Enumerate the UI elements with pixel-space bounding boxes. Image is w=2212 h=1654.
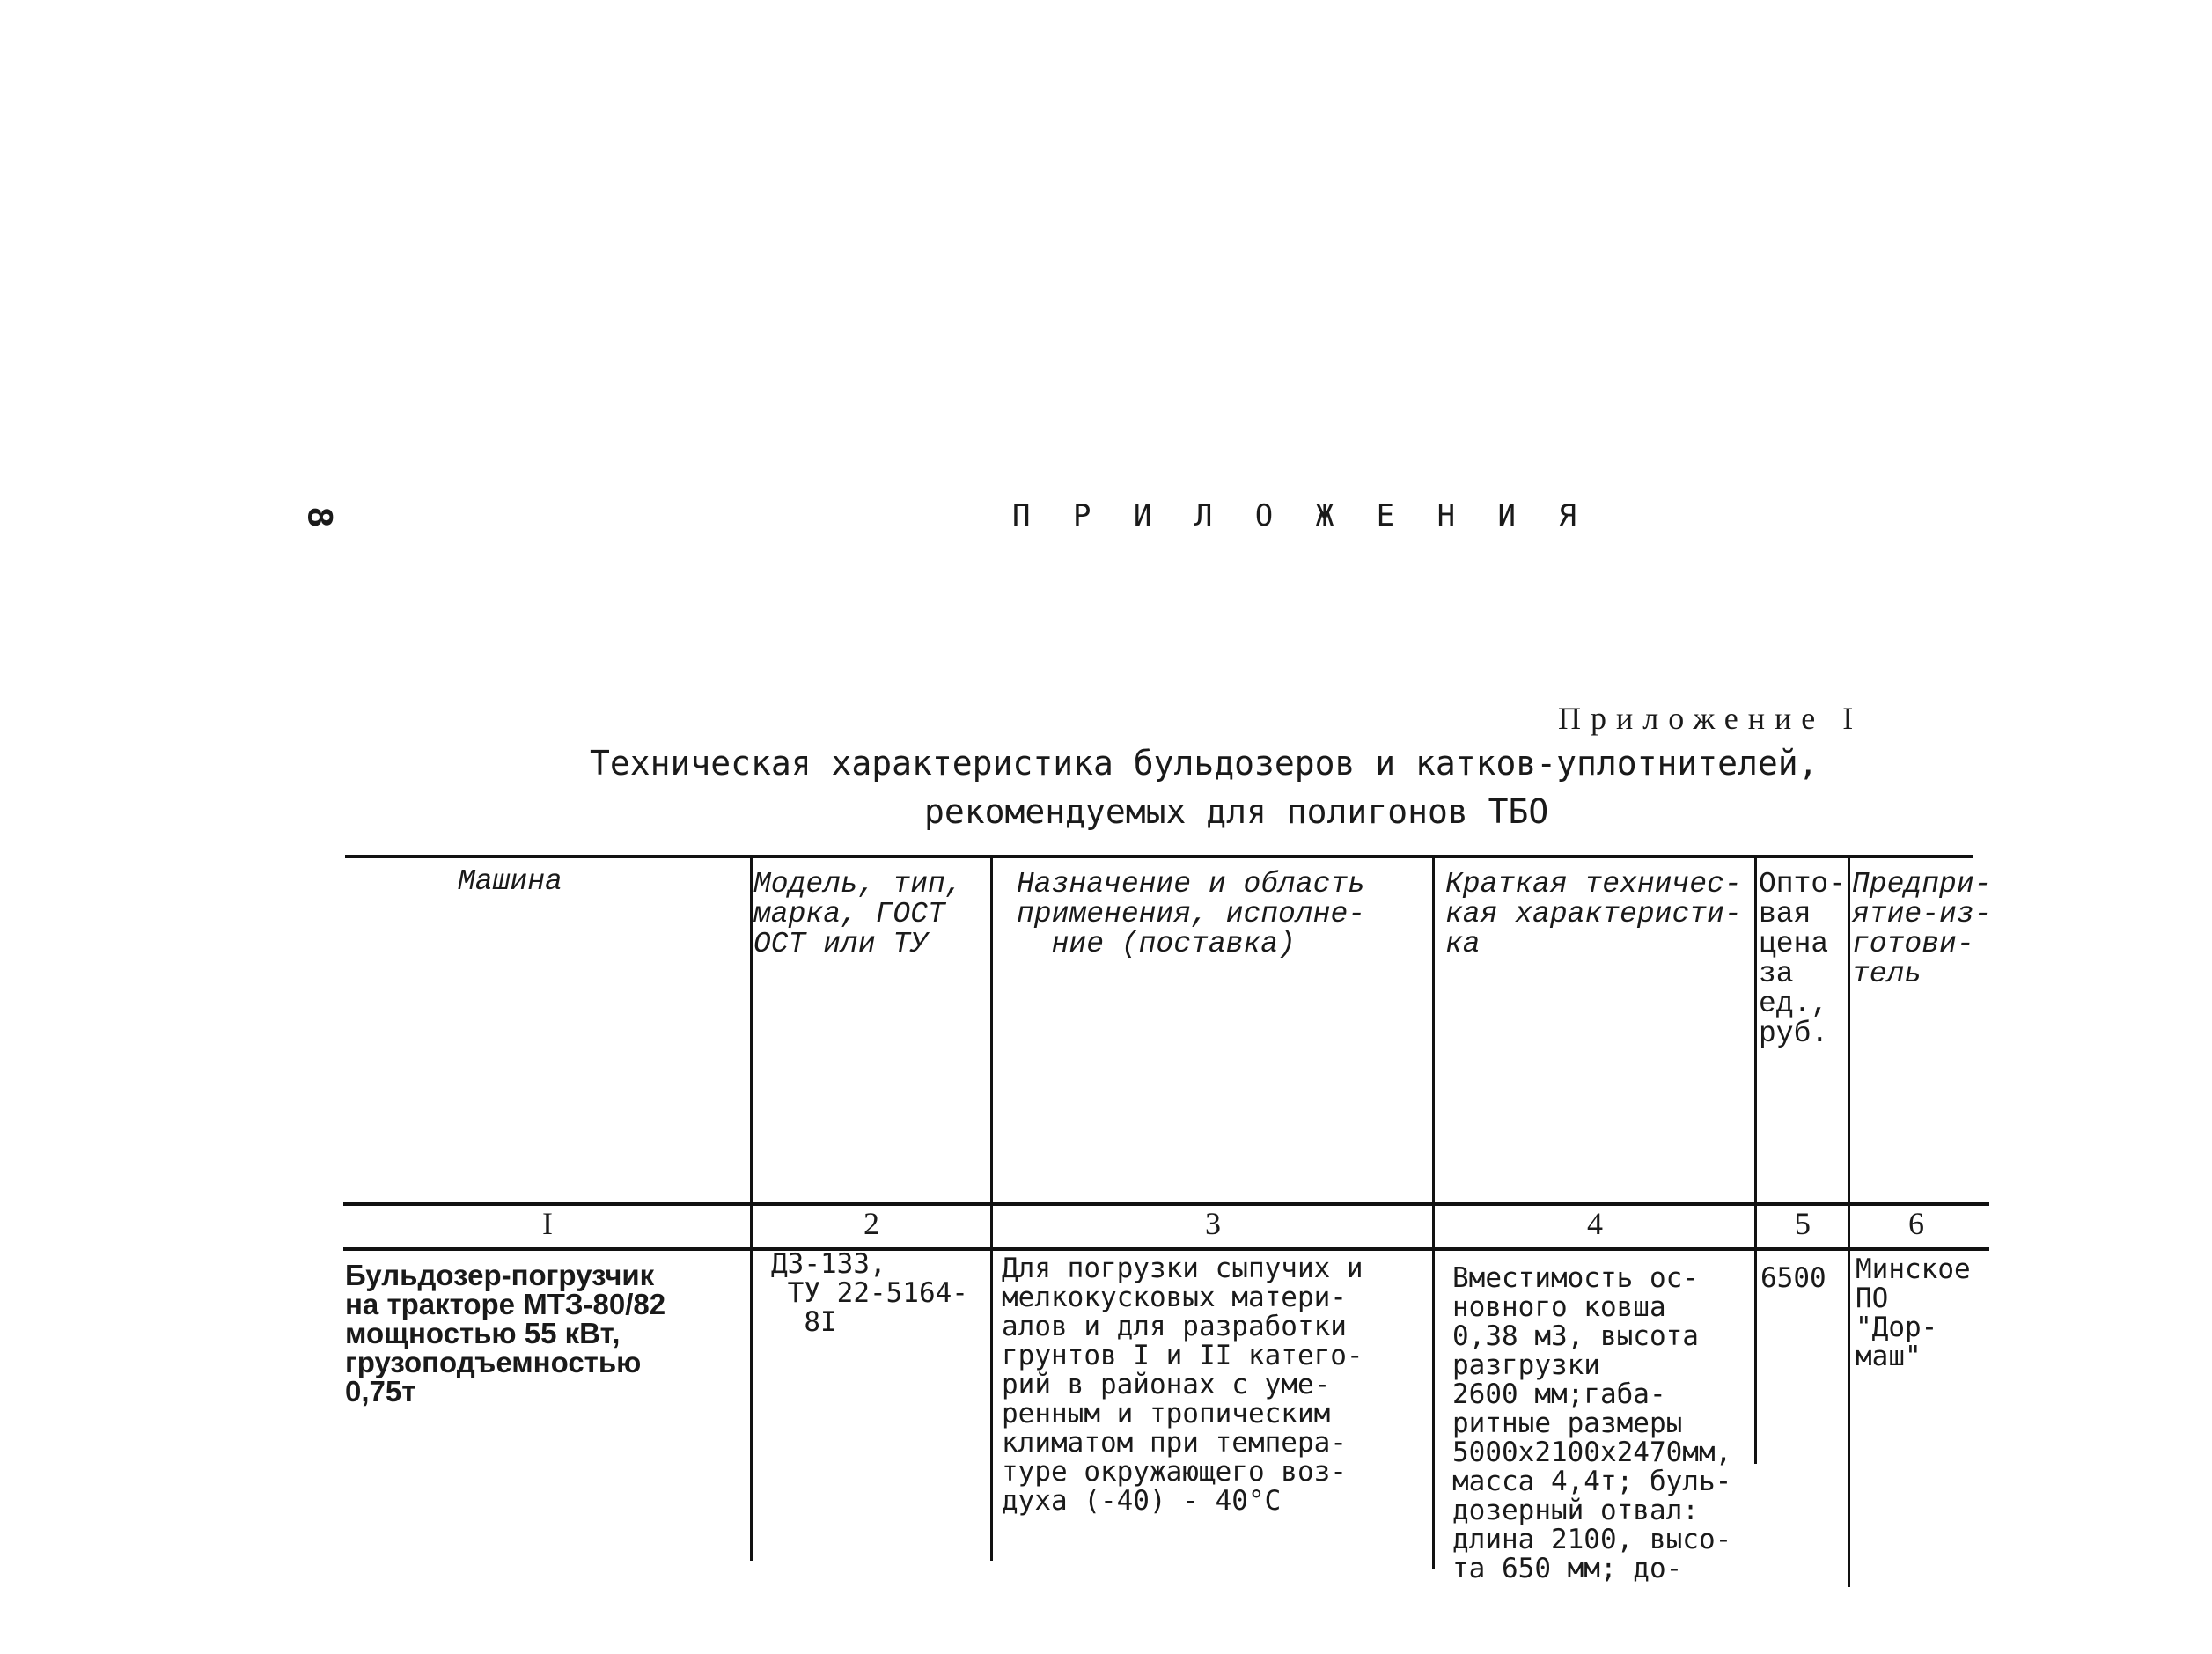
column-number-6: 6 (1908, 1206, 1924, 1241)
header-purpose: Назначение и область применения, исполне- ние (поставка) (1017, 868, 1366, 960)
cell-manufacturer: Минское ПО "Дор- маш" (1856, 1253, 1971, 1372)
cell-price: 6500 (1760, 1262, 1826, 1294)
section-title: П Р И Л О Ж Е Н И Я (1012, 498, 1589, 533)
document-subtitle: рекомендуемых для полигонов ТБО (924, 792, 1549, 831)
cell-purpose: Для погрузки сыпучих и мелкокусковых матери- алов и для разработки грунтов I и II катего- рий в районах с уме- ренным и тропическим климатом при темпера- туре окружающего воз- духа (-40) - 40°С (1002, 1253, 1363, 1517)
document-title: Техническая характеристика бульдозеров и катков-уплотнителей, (590, 744, 1819, 783)
column-number-5: 5 (1795, 1206, 1811, 1241)
cell-specs: Вместимость ос- новного ковша 0,38 м3, высота разгрузки 2600 мм;габа- ритные размеры 5000х2100х2470мм, масса 4,4т; буль- дозерный отвал: длина 2100, высо- та 650 мм; до- (1452, 1262, 1732, 1584)
column-number-1: I (542, 1206, 553, 1241)
header-specs: Краткая техничес- кая характеристи- ка (1445, 868, 1742, 960)
appendix-label: Приложение I (1558, 701, 1863, 736)
column-number-2: 2 (863, 1206, 879, 1241)
cell-model: ДЗ-133, ТУ 22-5164- 8I (771, 1248, 968, 1338)
column-numbers-bottom-rule (343, 1247, 1989, 1251)
header-bottom-rule (343, 1202, 1989, 1206)
column-divider-4 (1754, 856, 1757, 1464)
header-price: Опто- вая цена за ед., руб. (1759, 868, 1847, 1050)
header-manufacturer: Предпри- ятие-из- готови- тель (1852, 868, 1992, 990)
header-machine: Машина (458, 865, 562, 898)
cell-machine: Бульдозер-погрузчик на тракторе МТЗ-80/82 мощностью 55 кВт, грузоподъемностью 0,75т (345, 1259, 666, 1408)
header-model: Модель, тип, марка, ГОСТ ОСТ или ТУ (753, 868, 963, 960)
table-top-rule (345, 855, 1973, 858)
page-number: 8 (300, 507, 340, 527)
column-number-4: 4 (1587, 1206, 1603, 1241)
column-number-3: 3 (1205, 1206, 1221, 1241)
